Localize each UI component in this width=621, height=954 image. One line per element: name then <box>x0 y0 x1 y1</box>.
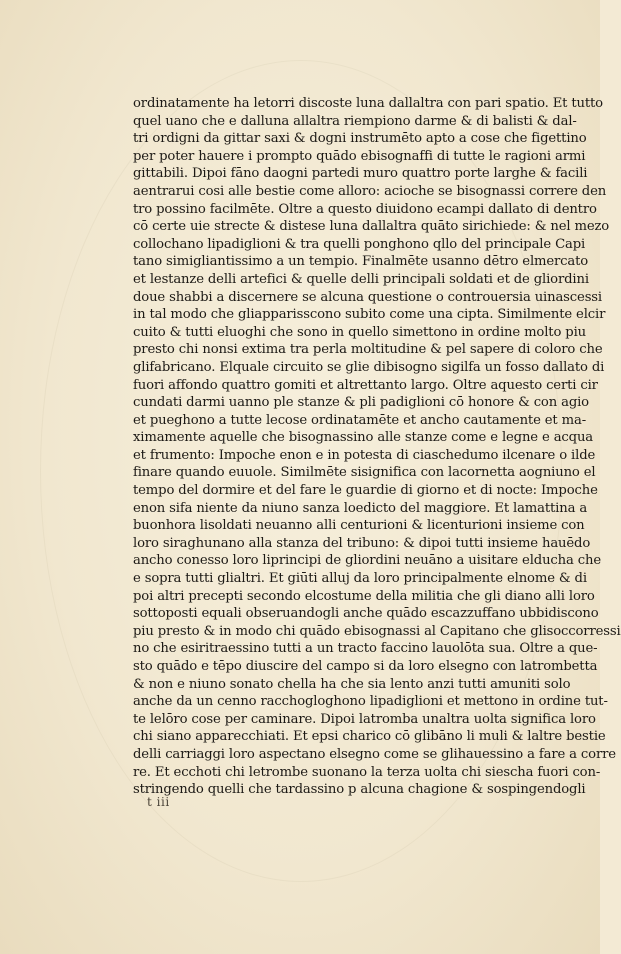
text-line: quel uano che e dalluna allaltra riempiono darme & di balisti & dal- <box>133 113 577 129</box>
text-line: & non e niuno sonato chella ha che sia lento anzi tutti amuniti solo <box>133 676 571 692</box>
text-line: stringendo quelli che tardassino p alcuna chagione & sospingendogli <box>133 782 586 798</box>
text-line: ximamente aquelle che bisognassino alle stanze come e legne e acqua <box>133 430 593 446</box>
text-line: fuori affondo quattro gomiti et altrettanto largo. Oltre aquesto certi cir <box>133 377 598 393</box>
text-line: cundati darmi uanno ple stanze & pli padiglioni cō honore & con agio <box>133 395 589 411</box>
text-line: enon sifa niente da niuno sanza loedicto del maggiore. Et lamattina a <box>133 500 588 516</box>
text-line: glifabricano. Elquale circuito se glie dibisogno sigilfa un fosso dallato di <box>133 359 605 375</box>
text-line: anche da un cenno racchogloghono lipadiglioni et mettono in ordine tut- <box>133 694 608 710</box>
body-text <box>133 95 621 799</box>
signature-mark: t iii <box>147 795 170 809</box>
text-line: loro siraghunano alla stanza del tribuno: & dipoi tutti insieme hauēdo <box>133 535 591 551</box>
text-line: cuito & tutti eluoghi che sono in quello simettono in ordine molto piu <box>133 324 586 340</box>
text-line: te lelōro cose per caminare. Dipoi latromba unaltra uolta significa loro <box>133 711 596 727</box>
text-line: per poter hauere i prompto quādo ebisognaffi di tutte le ragioni armi <box>133 148 586 164</box>
text-line: ancho conesso loro liprincipi de gliordini neuāno a uisitare elducha che <box>133 553 601 569</box>
text-line: in tal modo che gliapparisscono subito come una cipta. Similmente elcir <box>133 307 606 323</box>
text-line: tempo del dormire et del fare le guardie di giorno et di nocte: Impoche <box>133 483 598 499</box>
text-line: ordinatamente ha letorri discoste luna dallaltra con pari spatio. Et tutto <box>133 96 603 111</box>
text-line: delli carriaggi loro aspectano elsegno come se glihauessino a fare a corre <box>133 746 616 762</box>
text-line: e sopra tutti glialtri. Et giūti alluj da loro principalmente elnome & di <box>133 571 587 587</box>
text-line: poi altri precepti secondo elcostume della militia che gli diano alli loro <box>133 588 595 604</box>
text-line: et lestanze delli artefici & quelle delli principali soldati et de gliordini <box>133 271 589 287</box>
text-line: re. Et ecchoti chi letrombe suonano la terza uolta chi siescha fuori con- <box>133 764 601 780</box>
text-line: sto quādo e tēpo diuscire del campo si da loro elsegno con latrombetta <box>133 659 598 674</box>
text-line: sottoposti equali obseruandogli anche quādo escazzuffano ubbidiscono <box>133 606 599 622</box>
text-line: presto chi nonsi extima tra perla moltitudine & pel sapere di coloro che <box>133 342 603 358</box>
text-line: aentrarui cosi alle bestie come alloro: acioche se bisognassi correre den <box>133 183 607 199</box>
text-line: tri ordigni da gittar saxi & dogni instrumēto apto a cose che figettino <box>133 131 587 147</box>
text-line: collochano lipadiglioni & tra quelli ponghono qllo del principale Capi <box>133 236 586 252</box>
text-line: finare quando euuole. Similmēte sisignifica con lacornetta aogniuno el <box>133 465 596 481</box>
text-line: tro possino facilmēte. Oltre a questo diuidono ecampi dallato di dentro <box>133 201 597 217</box>
text-line: buonhora lisoldati neuanno alli centurioni & licenturioni insieme con <box>133 518 585 534</box>
text-line: cō certe uie strecte & distese luna dallaltra quāto sirichiede: & nel mezo <box>133 219 610 235</box>
text-line: doue shabbi a discernere se alcuna questione o controuersia uinascessi <box>133 289 602 305</box>
text-line: no che esiritraessino tutti a un tracto faccino lauolōta sua. Oltre a que- <box>133 641 598 657</box>
text-line: gittabili. Dipoi fāno daogni partedi muro quattro porte larghe & facili <box>133 166 588 182</box>
text-line: chi siano apparecchiati. Et epsi charico cō glibāno li muli & laltre bestie <box>133 729 606 745</box>
text-line: tano simigliantissimo a un tempio. Finalmēte usanno dētro elmercato <box>133 254 589 270</box>
text-line: piu presto & in modo chi quādo ebisognassi al Capitano che glisoccorressi <box>133 623 621 639</box>
text-line: et pueghono a tutte lecose ordinatamēte et ancho cautamente et ma- <box>133 412 586 428</box>
text-line: et frumento: Impoche enon e in potesta di ciaschedumo ilcenare o ilde <box>133 447 596 463</box>
